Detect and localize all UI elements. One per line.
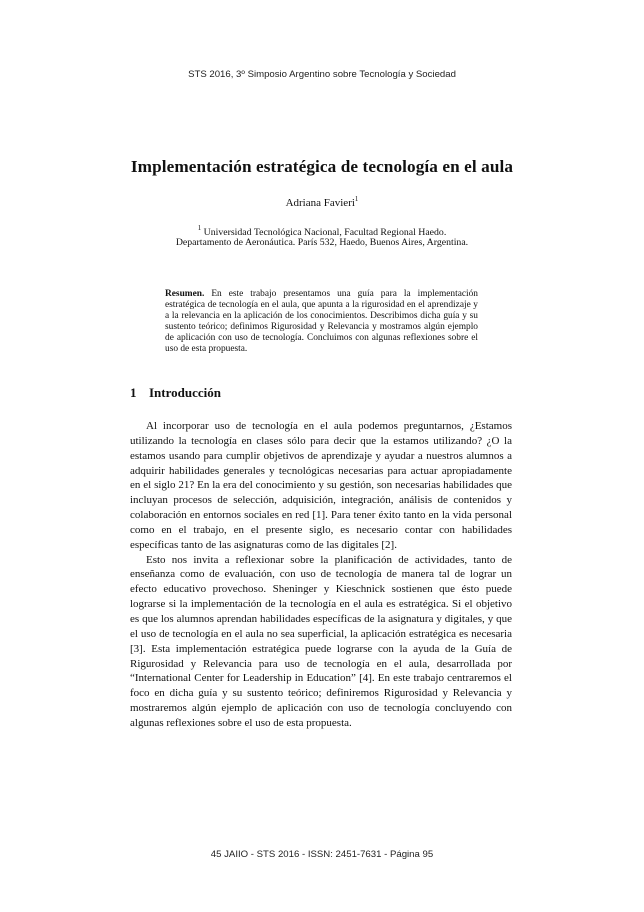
paragraph-2: Esto nos invita a reflexionar sobre la planificación de actividades, tanto de enseñanza como de evaluación, con uso de tecnología de manera tal de lograr un efecto educativo provechoso. Sheninger y Kieschnick sostienen que ésto puede lograrse si la implementación de la tecnología en el aula es estratégica. Si el objetivo es que los alumnos aprendan habilidades específicas de la asignatura y digitales, y que el uso de tecnología en el aula no sea superficial, la aplicación estratégica es necesaria [3]. Esta implementación estratégica puede lograrse con la ayuda de la Guía de Rigurosidad y Relevancia para uso de tecnología en el aula, desarrollada por “International Center for Leadership in Education” [4]. En este trabajo centraremos el foco en dicha guía y su sustento teórico; definiremos Rigurosidad y Relevancia y mostraremos algún ejemplo de aplicación con uso de tecnología concluyendo con algunas reflexiones sobre el uso de esta propuesta. [130,553,512,729]
section-heading [130,385,221,401]
author-name: Adriana Favieri [285,197,355,209]
running-header: STS 2016, 3º Simposio Argentino sobre Tecnología y Sociedad [188,69,456,80]
abstract [165,289,478,355]
section-number: 1 [130,385,137,400]
paragraph-1: Al incorporar uso de tecnología en el aula podemos preguntarnos, ¿Estamos utilizando la tecnología en clases sólo para decir que la estamos utilizando? ¿O la estamos usando para cumplir objetivos de aprendizaje y ayudar a nuestros alumnos a adquirir habilidades generales y tecnológicas necesarias para actuar apropiadamente en el siglo 21? En la era del conocimiento y su gestión, son necesarias habilidades que incluyan procesos de selección, adquisición, integración, análisis de contenidos y colaboración en entornos sociales en red [1]. Para tener éxito tanto en la vida personal como en el trabajo, en el presente siglo, es necesario contar con habilidades específicas tanto de las asignaturas como de las digitales [2]. [130,420,512,551]
author-affiliation-mark: 1 [354,195,359,203]
affiliation-line-2: Departamento de Aeronáutica. París 532, Haedo, Buenos Aires, Argentina. [175,237,469,248]
section-title: Introducción [149,385,221,400]
abstract-label: Resumen. [165,289,205,299]
author-line [0,195,644,209]
section-body [130,419,512,731]
page-footer: 45 JAIIO - STS 2016 - ISSN: 2451-7631 - Página 95 [210,849,434,860]
affiliation-mark: 1 [197,224,202,232]
affiliation-line-1 [0,224,644,238]
abstract-text: En este trabajo presentamos una guía para la implementación estratégica de tecnología en el aula, que apunta a la rigurosidad en el aprendizaje y a la relevancia en la aplicación de los conocimientos. Describimos dicha guía y su sustento teórico; definimos Rigurosidad y Relevancia y mostramos algún ejemplo de aplicación con uso de tecnología. Concluimos con algunas reflexiones sobre el uso de esta propuesta. [165,289,478,354]
affiliation-institution: Universidad Tecnológica Nacional, Facultad Regional Haedo. [203,227,447,238]
paper-title: Implementación estratégica de tecnología en el aula [130,157,514,176]
